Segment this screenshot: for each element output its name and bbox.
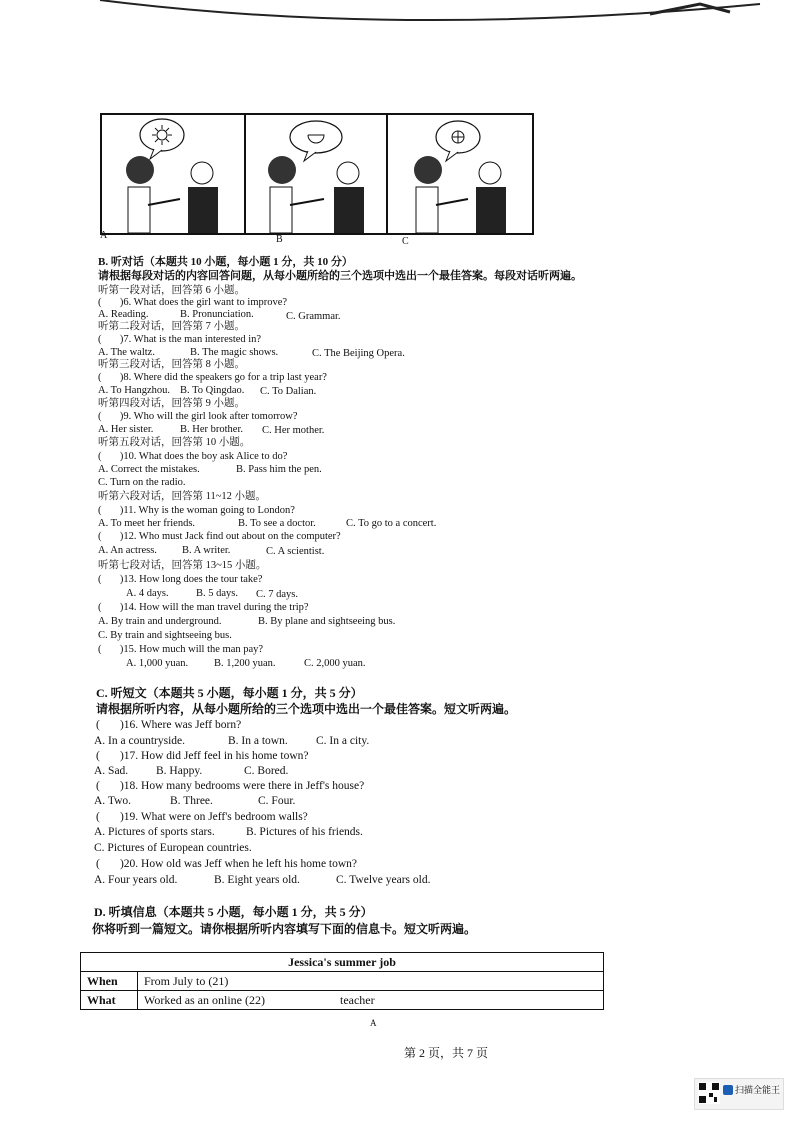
dialogue-1-note: 听第一段对话，回答第 6 小题。 xyxy=(98,285,245,296)
q12-option-a: A. An actress. xyxy=(98,545,157,556)
dialogue-2-note: 听第二段对话，回答第 7 小题。 xyxy=(98,321,245,332)
question-12: ( )12. Who must Jack find out about on the computer? xyxy=(98,531,341,542)
picture-panel-a xyxy=(100,113,248,235)
panel-label-c: C xyxy=(402,236,409,247)
q6-option-b: B. Pronunciation. xyxy=(180,309,254,320)
people-talking-image xyxy=(388,115,532,233)
section-b-instruction: 请根据每段对话的内容回答问题，从每小题所给的三个选项中选出一个最佳答案。每段对话听两遍。 xyxy=(98,270,582,282)
q13-option-a: A. 4 days. xyxy=(126,588,169,599)
question-19: ( )19. What were on Jeff's bedroom walls? xyxy=(96,811,308,823)
q10-option-a: A. Correct the mistakes. xyxy=(98,464,200,475)
section-b-title: B. 听对话（本题共 10 小题，每小题 1 分，共 10 分） xyxy=(98,256,353,268)
q10-option-c: C. Turn on the radio. xyxy=(98,477,186,488)
q11-option-b: B. To see a doctor. xyxy=(238,518,316,529)
q10-option-b: B. Pass him the pen. xyxy=(236,464,322,475)
question-18: ( )18. How many bedrooms were there in Jeff's house? xyxy=(96,780,365,792)
scanner-badge xyxy=(694,1078,784,1110)
q18-option-c: C. Four. xyxy=(258,795,296,807)
q18-option-a: A. Two. xyxy=(94,795,131,807)
blank-21-cell[interactable]: From July to (21) xyxy=(138,972,604,991)
question-14: ( )14. How will the man travel during the trip? xyxy=(98,602,309,613)
page-number: 第 2 页，共 7 页 xyxy=(404,1046,489,1060)
q16-option-b: B. In a town. xyxy=(228,735,288,747)
q15-option-a: A. 1,000 yuan. xyxy=(126,658,189,669)
question-6: ( )6. What does the girl want to improve? xyxy=(98,297,288,308)
q7-option-c: C. The Beijing Opera. xyxy=(312,348,405,359)
q20-option-c: C. Twelve years old. xyxy=(336,874,431,886)
q7-option-a: A. The waltz. xyxy=(98,347,155,358)
q13-option-b: B. 5 days. xyxy=(196,588,238,599)
question-9: ( )9. Who will the girl look after tomorrow? xyxy=(98,411,298,422)
q17-option-c: C. Bored. xyxy=(244,765,289,777)
people-talking-image xyxy=(102,115,246,233)
question-17: ( )17. How did Jeff feel in his home town? xyxy=(96,750,309,762)
info-card-caption: Jessica's summer job xyxy=(81,953,604,972)
row-head-what: What xyxy=(81,991,138,1010)
q12-option-c: C. A scientist. xyxy=(266,546,325,557)
q19-option-c: C. Pictures of European countries. xyxy=(94,842,252,854)
q6-option-c: C. Grammar. xyxy=(286,311,341,322)
picture-panel-c xyxy=(386,113,534,235)
question-16: ( )16. Where was Jeff born? xyxy=(96,719,242,731)
q19-option-b: B. Pictures of his friends. xyxy=(246,826,363,838)
q19-option-a: A. Pictures of sports stars. xyxy=(94,826,215,838)
q14-option-c: C. By train and sightseeing bus. xyxy=(98,630,232,641)
q8-option-a: A. To Hangzhou. xyxy=(98,385,170,396)
picture-panel-b xyxy=(244,113,390,235)
dialogue-5-note: 听第五段对话，回答第 10 小题。 xyxy=(98,437,251,448)
info-card-table xyxy=(80,952,604,1010)
scanner-app-name: 扫描全能王 xyxy=(735,1086,781,1096)
q14-option-a: A. By train and underground. xyxy=(98,616,222,627)
q11-option-a: A. To meet her friends. xyxy=(98,518,196,529)
qr-code-icon xyxy=(698,1082,720,1104)
scan-edge xyxy=(0,0,794,40)
dialogue-7-note: 听第七段对话，回答第 13~15 小题。 xyxy=(98,560,267,571)
q8-option-b: B. To Qingdao. xyxy=(180,385,245,396)
section-c-title: C. 听短文（本题共 5 小题，每小题 1 分，共 5 分） xyxy=(96,686,363,700)
question-10: ( )10. What does the boy ask Alice to do? xyxy=(98,451,288,462)
q18-option-b: B. Three. xyxy=(170,795,213,807)
table-row xyxy=(81,991,604,1010)
q9-option-c: C. Her mother. xyxy=(262,425,325,436)
table-row xyxy=(81,972,604,991)
q20-option-b: B. Eight years old. xyxy=(214,874,300,886)
q15-option-b: B. 1,200 yuan. xyxy=(214,658,276,669)
dialogue-3-note: 听第三段对话，回答第 8 小题。 xyxy=(98,359,245,370)
row-head-when: When xyxy=(81,972,138,991)
q8-option-c: C. To Dalian. xyxy=(260,386,317,397)
section-c-instruction: 请根据所听内容，从每小题所给的三个选项中选出一个最佳答案。短文听两遍。 xyxy=(96,702,517,716)
q6-option-a: A. Reading. xyxy=(98,309,149,320)
q16-option-c: C. In a city. xyxy=(316,735,370,747)
q9-option-b: B. Her brother. xyxy=(180,424,243,435)
section-d-title: D. 听填信息（本题共 5 小题，每小题 1 分，共 5 分） xyxy=(94,905,373,919)
q14-option-b: B. By plane and sightseeing bus. xyxy=(258,616,396,627)
question-11: ( )11. Why is the woman going to London? xyxy=(98,505,295,516)
cs-logo-icon xyxy=(723,1085,733,1095)
q16-option-a: A. In a countryside. xyxy=(94,735,186,747)
q17-option-a: A. Sad. xyxy=(94,765,129,777)
q17-option-b: B. Happy. xyxy=(156,765,203,777)
blank-22-cell[interactable]: Worked as an online (22) teacher xyxy=(138,991,604,1010)
question-8: ( )8. Where did the speakers go for a trip last year? xyxy=(98,372,327,383)
q20-option-a: A. Four years old. xyxy=(94,874,178,886)
dialogue-4-note: 听第四段对话，回答第 9 小题。 xyxy=(98,398,245,409)
people-talking-image xyxy=(246,115,388,233)
question-20: ( )20. How old was Jeff when he left his home town? xyxy=(96,858,358,870)
paper-mark: A xyxy=(370,1018,377,1028)
q7-option-b: B. The magic shows. xyxy=(190,347,279,358)
q15-option-c: C. 2,000 yuan. xyxy=(304,658,366,669)
question-15: ( )15. How much will the man pay? xyxy=(98,644,264,655)
panel-label-b: B xyxy=(276,234,283,245)
question-13: ( )13. How long does the tour take? xyxy=(98,574,263,585)
section-d-instruction: 你将听到一篇短文。请你根据所听内容填写下面的信息卡。短文听两遍。 xyxy=(92,922,477,936)
dialogue-6-note: 听第六段对话，回答第 11~12 小题。 xyxy=(98,491,267,502)
q11-option-c: C. To go to a concert. xyxy=(346,518,437,529)
q12-option-b: B. A writer. xyxy=(182,545,231,556)
ball-icon xyxy=(452,131,464,143)
panel-label-a: A xyxy=(100,230,108,241)
q9-option-a: A. Her sister. xyxy=(98,424,154,435)
question-7: ( )7. What is the man interested in? xyxy=(98,334,262,345)
q13-option-c: C. 7 days. xyxy=(256,589,298,600)
